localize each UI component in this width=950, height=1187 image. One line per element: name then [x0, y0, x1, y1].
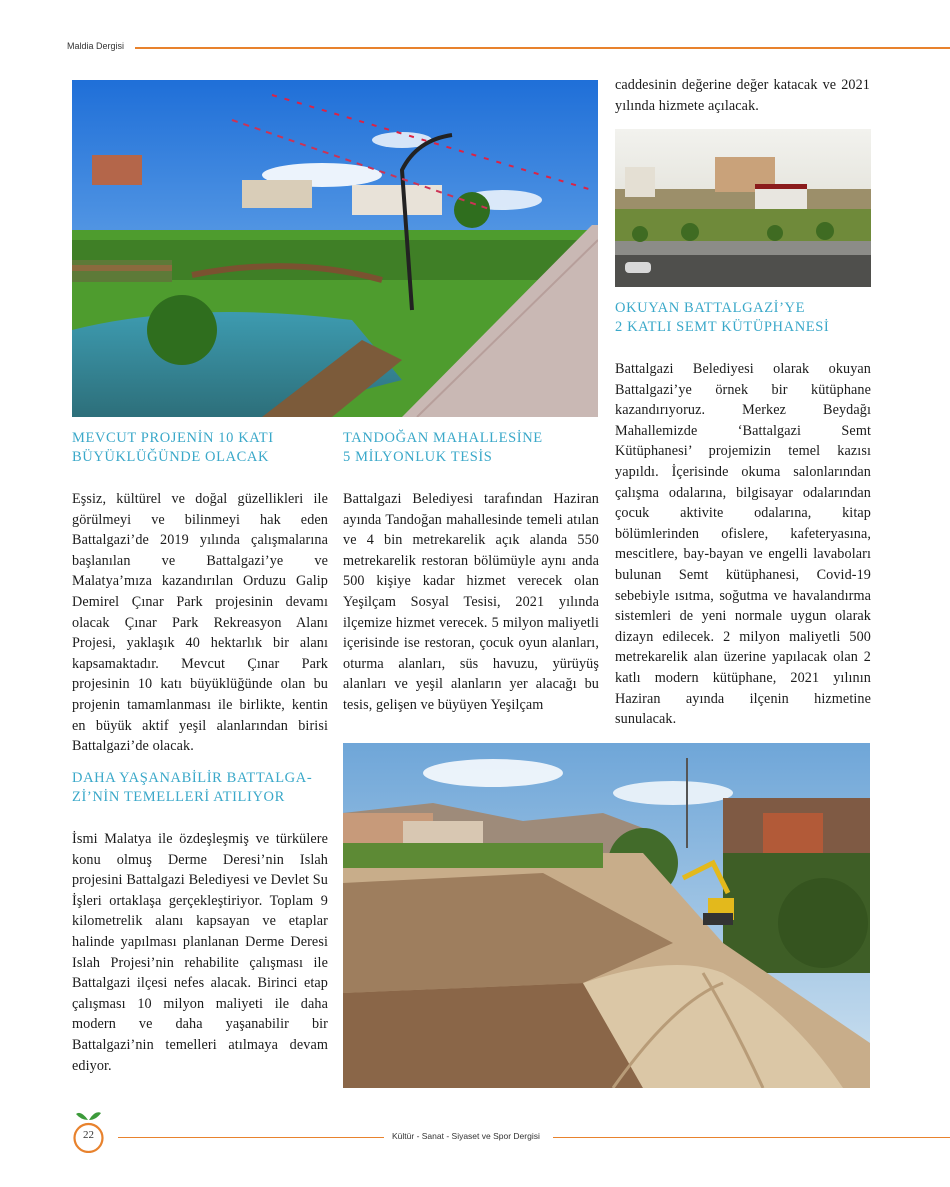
library-article-body: Battalgazi Belediyesi olarak okuyan Battalgazi’ye örnek bir kütüphane kazandırıyoruz. Merkez Beydağı Mahallemizde ‘Battalgazi Semt Kütüphanesi’ projemizin temel kazısı yapıldı. İçerisinde okuma salonlarından çalışma odalarına, bilgisayar odalarından çocuk aktivite odalarına, kitap bölümlerinden ofislere, kafeteryasına, mescitlere, bay-bayan ve engelli lavaboları bulunan Semt kütüphanesi, Covid-19 sebebiyle ısıtma, soğutma ve havalandırma sistemleri de yeni normale uygun olarak dizayn edilecek. 2 milyon maliyetli 500 metrekarelik alan üzerine yapılacak olan 2 katlı modern kütüphane, 2021 yılının Haziran ayında ilçenin hizmetine sunulacak. [615, 361, 871, 728]
tandogan-heading [343, 429, 603, 467]
park-article-body: Eşsiz, kültürel ve doğal güzellikleri ile görülmeyi ve bilinmeyi hak eden Battalgazi’de 2019 yılında çalışmalarına başlanılan ve Battalgazi’ye ve Malatya’mıza kazandırılan Orduzu Galip Demirel Çınar Park projesinin devamı olacak Çınar Park Rekreasyon Alanı Projesi, yaklaşık 40 hektarlık bir alanı kapsamaktadır. Mevcut Çınar Park projesinin 10 katı büyüklüğünde olan bu projenin tamamlanması ile birlikte, kentin en büyük aktif yeşil alanlarından birisi Battalgazi’de olacak. [72, 491, 328, 755]
footer-divider-right [553, 1137, 950, 1138]
derme-article-body: İsmi Malatya ile özdeşleşmiş ve türkülere konu olmuş Derme Deresi’nin Islah projesini Battalgazi Belediyesi ve Devlet Su İşleri ortaklaşa gerçekleştiriyor. Toplam 9 kilometrelik alanı kapsayan ve etaplar halinde yapılması planlanan Derme Deresi Islah Projesi’nin rehabilite çalışması ile Battalgazi ilçesi nefes alacak. Birinci etap çalışması 10 milyon maliyeti ile daha modern ve daha yaşanabilir bir Battalgazi’nin temelleri atılmaya devam ediyor. [72, 831, 328, 1074]
derme-heading-line1: DAHA YAŞANABİLİR BATTALGA- [72, 770, 313, 786]
construction-site-photo [343, 743, 870, 1088]
page-number: 22 [83, 1129, 94, 1141]
park-heading-line2: BÜYÜKLÜĞÜNDE OLACAK [72, 449, 270, 465]
footer-divider-left [118, 1137, 384, 1138]
derme-heading-line2: Zİ’NİN TEMELLERİ ATILIYOR [72, 789, 285, 805]
park-photo [72, 80, 598, 417]
library-heading [615, 299, 871, 337]
park-heading-line1: MEVCUT PROJENİN 10 KATI [72, 430, 274, 446]
library-heading-line2: 2 KATLI SEMT KÜTÜPHANESİ [615, 319, 830, 335]
park-heading [72, 429, 332, 467]
tandogan-heading-line2: 5 MİLYONLUK TESİS [343, 449, 493, 465]
library-heading-line1: OKUYAN BATTALGAZİ’YE [615, 300, 806, 316]
tandogan-article-continuation: caddesinin değerine değer katacak ve 2021 yılında hizmete açılacak. [615, 77, 870, 114]
magazine-title: Maldia Dergisi [67, 41, 125, 51]
footer-tagline: Kültür - Sanat - Siyaset ve Spor Dergisi [392, 1131, 540, 1141]
header-divider [135, 47, 950, 49]
tandogan-heading-line1: TANDOĞAN MAHALLESİNE [343, 430, 543, 446]
derme-heading [72, 769, 334, 807]
tandogan-article-body: Battalgazi Belediyesi tarafından Haziran ayında Tandoğan mahallesinde temeli atılan ve 4 bin metrekarelik açık alanda 550 metrekarelik restoran bölümüyle aynı anda 500 kişiye kadar hizmet verecek olan Yeşilçam Sosyal Tesisi, 2021 yılında ilçemize hizmet verecek. 5 milyon maliyetli içerisinde ise restoran, çocuk oyun alanları, oturma alanları, süs havuzu, yürüyüş alanları ve yeşil alanların yer alacağı bu tesis, gelişen ve büyüyen Yeşilçam [343, 491, 599, 713]
library-rendering [615, 129, 871, 287]
